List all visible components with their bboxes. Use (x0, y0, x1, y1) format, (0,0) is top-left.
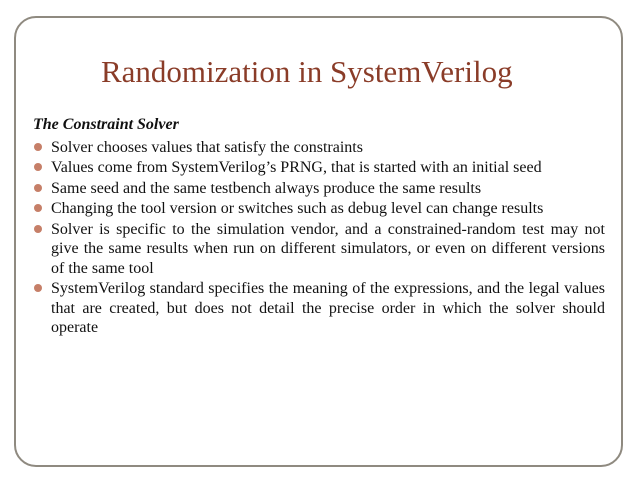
slide-title: Randomization in SystemVerilog (101, 54, 513, 89)
slide-content (33, 115, 605, 339)
bullet-text: Changing the tool version or switches such as debug level can change results (51, 200, 544, 217)
section-subtitle: The Constraint Solver (33, 116, 179, 133)
bullet-text: Values come from SystemVerilog’s PRNG, that is started with an initial seed (51, 159, 542, 176)
bullet-list (33, 138, 605, 338)
bullet-text: SystemVerilog standard specifies the meaning of the expressions, and the legal values that are created, but does not detail the precise order in which the solver should operate (51, 280, 605, 336)
bullet-icon (34, 143, 42, 151)
bullet-icon (34, 163, 42, 171)
bullet-item (33, 179, 605, 199)
bullet-item (33, 199, 605, 219)
bullet-text: Solver chooses values that satisfy the constraints (51, 138, 363, 156)
bullet-item (33, 279, 605, 338)
bullet-icon (34, 184, 42, 192)
bullet-icon (34, 225, 42, 233)
bullet-item (33, 158, 605, 178)
bullet-item (33, 220, 605, 279)
bullet-text: Same seed and the same testbench always produce the same results (51, 179, 482, 197)
bullet-text: Solver is specific to the simulation vendor, and a constrained-random test may not give the same results when run on different simulators, or even on different versions of the same tool (51, 220, 605, 277)
bullet-icon (34, 284, 42, 292)
bullet-item (33, 138, 605, 158)
bullet-icon (34, 204, 42, 212)
